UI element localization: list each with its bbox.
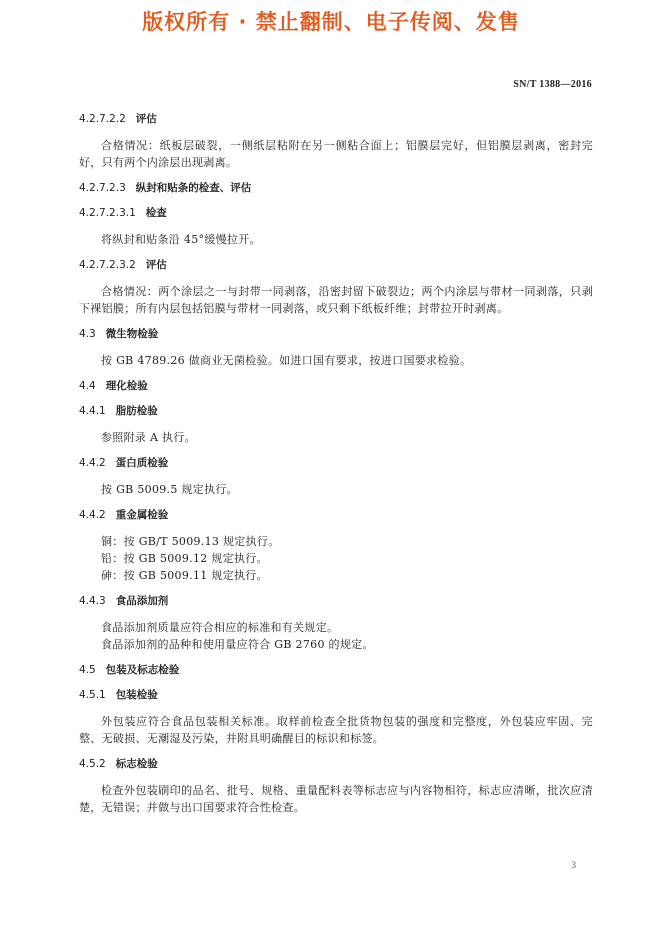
section-heading xyxy=(79,258,593,273)
section-title: 理化检验 xyxy=(105,380,148,392)
paragraph: 参照附录 A 执行。 xyxy=(101,431,196,444)
section-heading xyxy=(79,508,593,523)
copyright-watermark: 版权所有 · 禁止翻制、电子传阅、发售 xyxy=(142,10,520,34)
section-title: 评估 xyxy=(135,113,157,125)
paragraph: 检查外包装刷印的品名、批号、规格、重量配料表等标志应与内容物相符，标志应清晰，批次应清楚，无错误；并做与出口国要求符合性检查。 xyxy=(79,784,593,814)
paragraph: 按 GB 5009.5 规定执行。 xyxy=(101,483,238,496)
section-heading xyxy=(79,404,593,419)
section-title: 微生物检验 xyxy=(105,328,159,340)
standard-code: SN/T 1388—2016 xyxy=(513,79,592,90)
section-number: 4.2.7.2.3.2 xyxy=(79,259,136,271)
section-number: 4.4.2 xyxy=(79,509,106,521)
section-number: 4.4.3 xyxy=(79,595,106,607)
section-title: 包装及标志检验 xyxy=(105,664,180,676)
section-heading xyxy=(79,663,593,678)
section-heading xyxy=(79,112,593,127)
page-number: 3 xyxy=(571,860,576,870)
paragraph: 合格情况：两个涂层之一与封带一同剥落，沿密封留下破裂边；两个内涂层与带材一同剥落，只剥下裸铝膜；所有内层包括铝膜与带材一同剥落，或只剩下纸板纤维；封带拉开时剥离。 xyxy=(79,285,593,315)
section-number: 4.5.2 xyxy=(79,758,106,770)
paragraph: 铜：按 GB/T 5009.13 规定执行。 xyxy=(101,535,280,548)
section-number: 4.2.7.2.3 xyxy=(79,182,126,194)
section-number: 4.4.1 xyxy=(79,405,106,417)
paragraph: 砷：按 GB 5009.11 规定执行。 xyxy=(101,569,268,582)
paragraph: 按 GB 4789.26 做商业无菌检验。如进口国有要求，按进口国要求检验。 xyxy=(101,354,472,367)
section-heading xyxy=(79,379,593,394)
section-title: 纵封和贴条的检查、评估 xyxy=(135,182,252,194)
paragraph: 铅：按 GB 5009.12 规定执行。 xyxy=(101,552,268,565)
section-heading xyxy=(79,688,593,703)
paragraph: 食品添加剂质量应符合相应的标准和有关规定。 xyxy=(101,621,339,634)
paragraph: 将纵封和贴条沿 45°缓慢拉开。 xyxy=(101,233,261,246)
section-number: 4.2.7.2.3.1 xyxy=(79,207,136,219)
section-number: 4.3 xyxy=(79,328,96,340)
section-title: 脂肪检验 xyxy=(115,405,158,417)
section-title: 评估 xyxy=(145,259,167,271)
section-title: 标志检验 xyxy=(115,758,158,770)
section-title: 检查 xyxy=(145,207,167,219)
section-heading xyxy=(79,206,593,221)
section-number: 4.5 xyxy=(79,664,96,676)
section-number: 4.4 xyxy=(79,380,96,392)
section-title: 重金属检验 xyxy=(115,509,169,521)
section-title: 蛋白质检验 xyxy=(115,457,169,469)
section-heading xyxy=(79,181,593,196)
section-number: 4.2.7.2.2 xyxy=(79,113,126,125)
section-heading xyxy=(79,327,593,342)
section-number: 4.4.2 xyxy=(79,457,106,469)
paragraph: 食品添加剂的品种和使用量应符合 GB 2760 的规定。 xyxy=(101,638,374,651)
section-title: 包装检验 xyxy=(115,689,158,701)
section-heading xyxy=(79,456,593,471)
paragraph: 合格情况：纸板层破裂，一侧纸层粘附在另一侧粘合面上；铝膜层完好，但铝膜层剥离，密封完好，只有两个内涂层出现剥离。 xyxy=(79,139,593,169)
section-heading xyxy=(79,757,593,772)
section-heading xyxy=(79,594,593,609)
document-body xyxy=(79,112,593,826)
paragraph: 外包装应符合食品包装相关标准。取样前检查全批货物包装的强度和完整度，外包装应牢固、完整、无破损、无潮湿及污染，并附具明确醒目的标识和标签。 xyxy=(79,715,593,745)
section-number: 4.5.1 xyxy=(79,689,106,701)
section-title: 食品添加剂 xyxy=(115,595,169,607)
